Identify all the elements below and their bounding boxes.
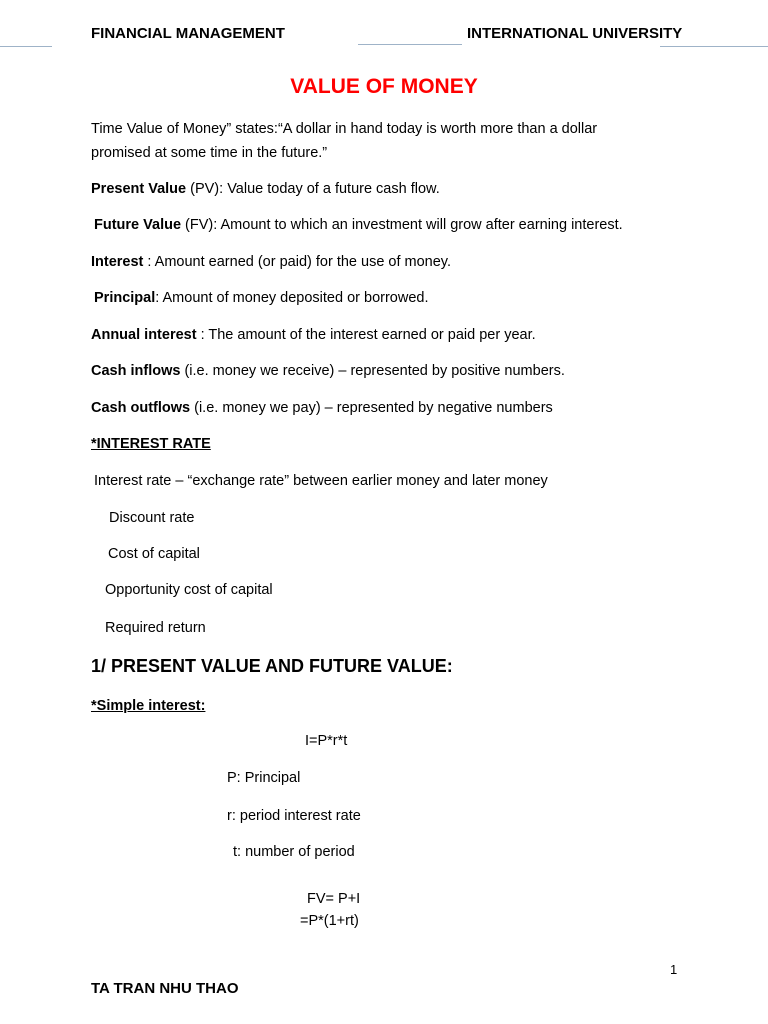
future-value-formula: FV= P+I	[307, 891, 361, 907]
definition-text: : Amount of money deposited or borrowed.	[155, 290, 429, 306]
future-value-expanded: =P*(1+rt)	[300, 913, 359, 929]
definition-term: Future Value	[94, 217, 182, 233]
definition-text: (PV): Value today of a future cash flow.	[186, 181, 440, 197]
variable-definition: t: number of period	[233, 844, 355, 860]
interest-rate-item: Discount rate	[109, 510, 195, 526]
intro-line-2: promised at some time in the future.”	[91, 145, 328, 161]
footer-author: TA TRAN NHU THAO	[91, 980, 239, 997]
header-left: FINANCIAL MANAGEMENT	[91, 25, 285, 42]
definition-term: Interest	[91, 254, 144, 270]
header-rule-right	[660, 46, 768, 47]
variable-definition: r: period interest rate	[227, 808, 361, 824]
definition-annual-interest	[91, 327, 536, 343]
definition-interest	[91, 254, 451, 270]
simple-interest-heading: *Simple interest:	[91, 698, 206, 714]
definition-text: : Amount earned (or paid) for the use of money.	[143, 254, 452, 270]
definition-text: (i.e. money we pay) – represented by negative numbers	[190, 400, 553, 416]
header-rule-mid	[358, 44, 462, 45]
definition-cash-outflows	[91, 400, 553, 416]
definition-text: (FV): Amount to which an investment will grow after earning interest.	[181, 217, 623, 233]
definition-cash-inflows	[91, 363, 565, 379]
definition-term: Principal	[94, 290, 156, 306]
variable-definition: P: Principal	[227, 770, 301, 786]
intro-line-1: Time Value of Money” states:“A dollar in hand today is worth more than a dollar	[91, 121, 598, 137]
header-rule-left	[0, 46, 52, 47]
simple-interest-formula: I=P*r*t	[305, 733, 348, 749]
interest-rate-description: Interest rate – “exchange rate” between earlier money and later money	[94, 473, 548, 489]
definition-term: Present Value	[91, 181, 187, 197]
definition-future-value	[94, 217, 623, 233]
definition-term: Annual interest	[91, 327, 197, 343]
interest-rate-item: Opportunity cost of capital	[105, 582, 273, 598]
page-number: 1	[670, 962, 678, 977]
interest-rate-item: Cost of capital	[108, 546, 200, 562]
definition-term: Cash inflows	[91, 363, 181, 379]
page-title: VALUE OF MONEY	[290, 75, 478, 98]
definition-text: : The amount of the interest earned or paid per year.	[196, 327, 536, 343]
definition-present-value	[91, 181, 440, 197]
definition-term: Cash outflows	[91, 400, 191, 416]
section-heading: 1/ PRESENT VALUE AND FUTURE VALUE:	[91, 656, 453, 676]
interest-rate-item: Required return	[105, 620, 206, 636]
interest-rate-heading: *INTEREST RATE	[91, 436, 211, 452]
header-right: INTERNATIONAL UNIVERSITY	[467, 25, 683, 42]
definition-text: (i.e. money we receive) – represented by positive numbers.	[180, 363, 565, 379]
definition-principal	[94, 290, 429, 306]
